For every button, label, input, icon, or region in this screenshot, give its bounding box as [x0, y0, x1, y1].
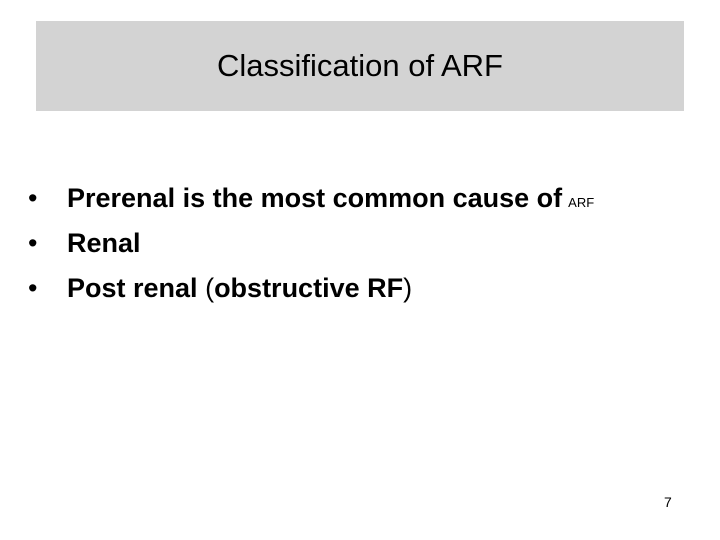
bullet-text-main: Post renal — [67, 273, 198, 303]
bullet-text-suffix: ARF — [568, 195, 595, 210]
bullet-icon: • — [28, 228, 38, 258]
paren-open: ( — [205, 273, 215, 303]
bullet-icon: • — [28, 183, 38, 213]
bullet-list — [28, 178, 708, 313]
bullet-item-renal — [28, 223, 708, 268]
bullet-text — [67, 178, 594, 223]
paren-close: ) — [403, 273, 413, 303]
bullet-text — [67, 268, 412, 308]
bullet-item-prerenal — [28, 178, 708, 223]
slide-number: 7 — [664, 494, 672, 510]
bullet-text-main: Prerenal is the most common cause of — [67, 183, 563, 213]
slide-title: Classification of ARF — [217, 48, 503, 83]
bullet-icon: • — [28, 273, 38, 303]
bullet-text: Renal — [67, 228, 141, 258]
title-banner — [36, 21, 684, 111]
paren-inner: obstructive RF — [214, 273, 404, 303]
bullet-item-post-renal — [28, 268, 708, 313]
